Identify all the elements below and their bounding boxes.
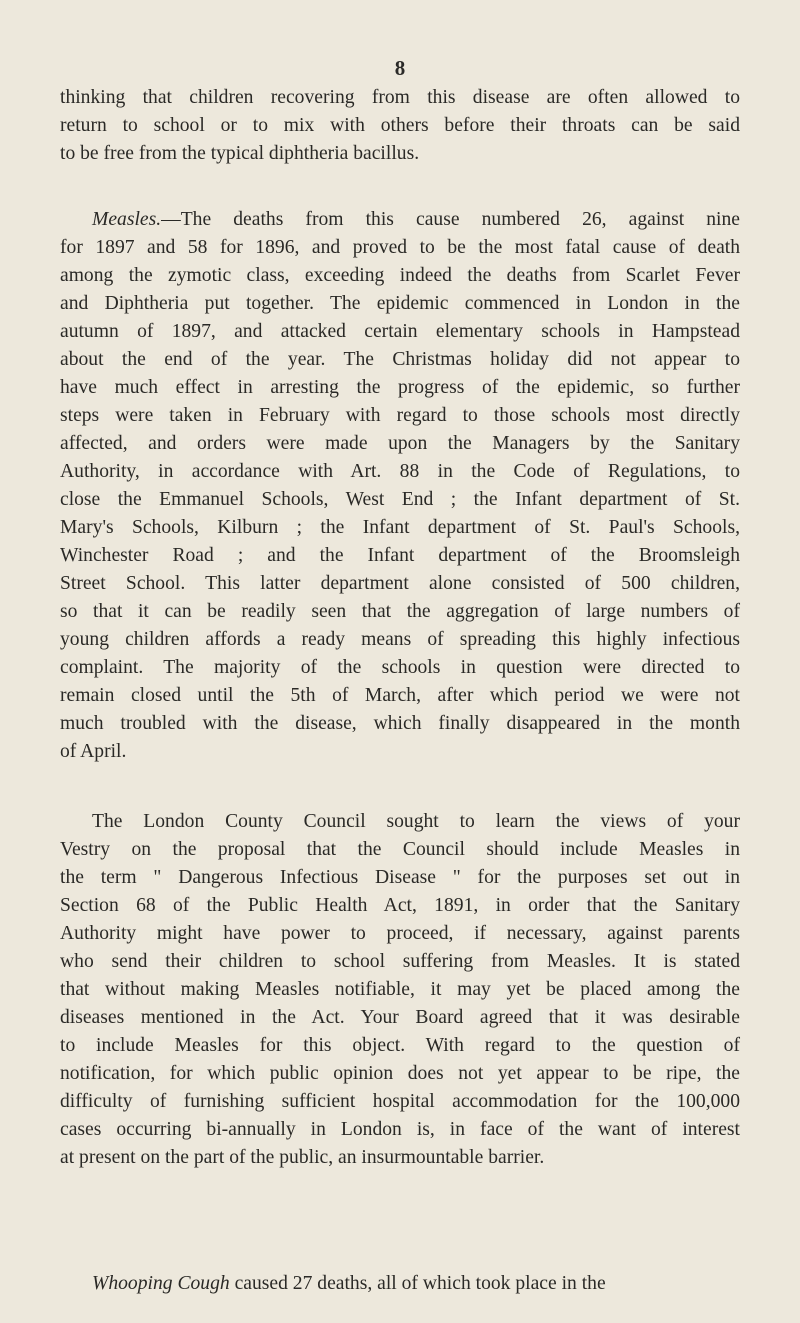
text-line: remain closed until the 5th of March, after which period we were not <box>60 685 740 706</box>
text-line: difficulty of furnishing sufficient hospital accommodation for the 100,000 <box>60 1091 740 1112</box>
text-line: Authority, in accordance with Art. 88 in the Code of Regulations, to <box>60 461 740 482</box>
text-line: for 1897 and 58 for 1896, and proved to be the most fatal cause of death <box>60 237 740 258</box>
measles-heading: Measles. <box>92 209 162 230</box>
text-line: at present on the part of the public, an insurmountable barrier. <box>60 1147 545 1168</box>
text-line <box>60 206 740 234</box>
text-line: Vestry on the proposal that the Council should include Measles in <box>60 839 740 860</box>
text-line: affected, and orders were made upon the Managers by the Sanitary <box>60 433 740 454</box>
text-line-content: caused 27 deaths, all of which took place in the <box>229 1273 606 1294</box>
text-line: who send their children to school suffering from Measles. It is stated <box>60 951 740 972</box>
text-line: Winchester Road ; and the Infant department of the Broomsleigh <box>60 545 740 566</box>
text-line: and Diphtheria put together. The epidemic commenced in London in the <box>60 293 740 314</box>
text-line: thinking that children recovering from this disease are often allowed to <box>60 87 740 108</box>
text-line: notification, for which public opinion does not yet appear to be ripe, the <box>60 1063 740 1084</box>
text-line: of April. <box>60 741 127 762</box>
text-line: autumn of 1897, and attacked certain elementary schools in Hampstead <box>60 321 740 342</box>
text-line: steps were taken in February with regard to those schools most directly <box>60 405 740 426</box>
whooping-cough-heading: Whooping Cough <box>92 1273 230 1294</box>
text-line: Mary's Schools, Kilburn ; the Infant department of St. Paul's Schools, <box>60 517 740 538</box>
text-line: much troubled with the disease, which finally disappeared in the month <box>60 713 740 734</box>
text-line: so that it can be readily seen that the aggregation of large numbers of <box>60 601 740 622</box>
text-line: that without making Measles notifiable, it may yet be placed among the <box>60 979 740 1000</box>
text-line: among the zymotic class, exceeding indeed the deaths from Scarlet Fever <box>60 265 740 286</box>
text-line: diseases mentioned in the Act. Your Board agreed that it was desirable <box>60 1007 740 1028</box>
text-line-content: —The deaths from this cause numbered 26, against nine <box>161 209 740 230</box>
text-line: Authority might have power to proceed, if necessary, against parents <box>60 923 740 944</box>
paragraph-measles <box>60 206 740 766</box>
paragraph-county-council <box>60 808 740 1172</box>
page-number: 8 <box>394 56 406 80</box>
text-line: The London County Council sought to learn the views of your <box>92 811 740 832</box>
text-line: about the end of the year. The Christmas holiday did not appear to <box>60 349 740 370</box>
text-line: young children affords a ready means of spreading this highly infectious <box>60 629 740 650</box>
text-line: Street School. This latter department alone consisted of 500 children, <box>60 573 740 594</box>
text-line: Section 68 of the Public Health Act, 1891, in order that the Sanitary <box>60 895 740 916</box>
text-line: to be free from the typical diphtheria bacillus. <box>60 143 420 164</box>
text-line: close the Emmanuel Schools, West End ; the Infant department of St. <box>60 489 740 510</box>
text-line: cases occurring bi-annually in London is, in face of the want of interest <box>60 1119 740 1140</box>
text-line: have much effect in arresting the progress of the epidemic, so further <box>60 377 740 398</box>
text-line: return to school or to mix with others before their throats can be said <box>60 115 740 136</box>
paragraph-whooping-cough <box>60 1270 740 1298</box>
text-line: complaint. The majority of the schools in question were directed to <box>60 657 740 678</box>
text-line: the term " Dangerous Infectious Disease " for the purposes set out in <box>60 867 740 888</box>
text-line: to include Measles for this object. With regard to the question of <box>60 1035 740 1056</box>
paragraph-diphtheria-continued <box>60 84 740 168</box>
text-line <box>60 1270 740 1298</box>
